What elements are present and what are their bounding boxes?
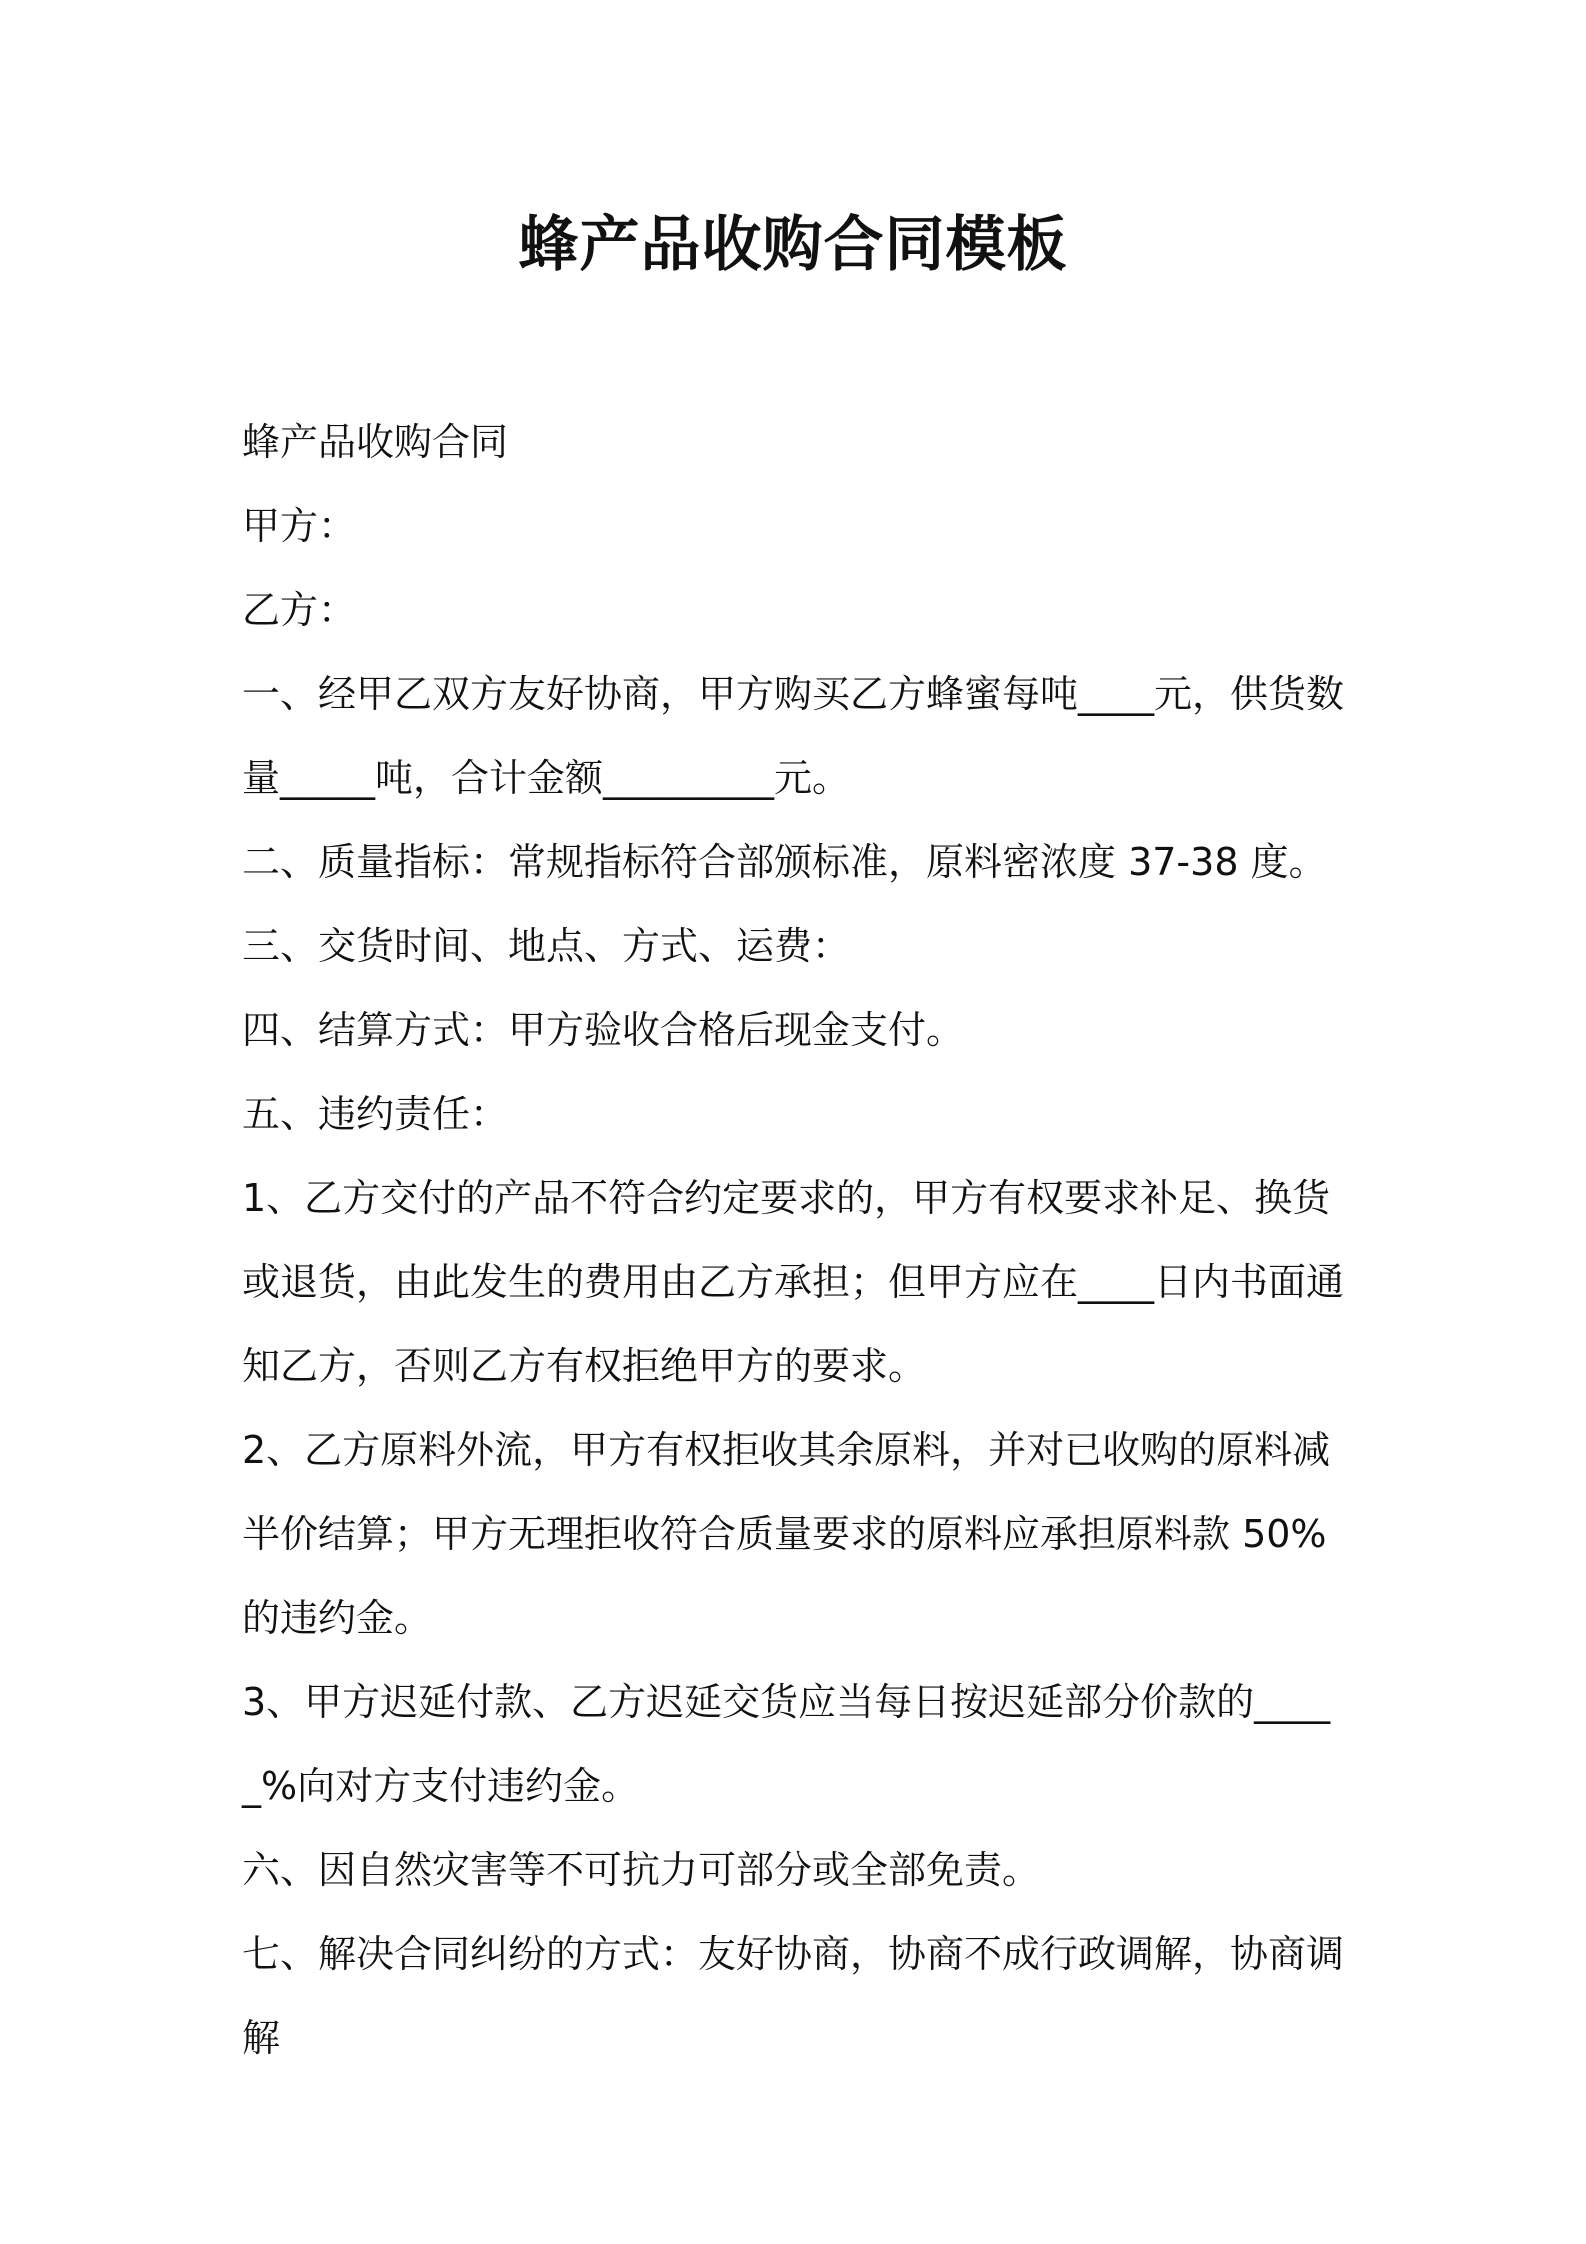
clause-3-delivery: 三、交货时间、地点、方式、运费： bbox=[242, 924, 851, 968]
liability-item-3: 3、甲方迟延付款、乙方迟延交货应当每日按迟延部分价款的_____%向对方支付违约金。 bbox=[242, 1680, 1331, 1808]
document-body bbox=[242, 400, 1352, 2080]
clause-5-liability: 五、违约责任： bbox=[242, 1092, 509, 1136]
contract-heading: 蜂产品收购合同 bbox=[242, 420, 509, 464]
liability-item-2: 2、乙方原料外流，甲方有权拒收其余原料，并对已收购的原料减半价结算；甲方无理拒收符合质量要求的原料应承担原料款 50%的违约金。 bbox=[242, 1428, 1331, 1640]
party-a-line: 甲方： bbox=[242, 504, 357, 548]
clause-1-price: 一、经甲乙双方友好协商，甲方购买乙方蜂蜜每吨____元，供货数量_____吨，合计金额_________元。 bbox=[242, 672, 1345, 800]
clause-6-force-majeure: 六、因自然灾害等不可抗力可部分或全部免责。 bbox=[242, 1848, 1041, 1892]
clause-4-settlement: 四、结算方式：甲方验收合格后现金支付。 bbox=[242, 1008, 965, 1052]
party-b-line: 乙方： bbox=[242, 588, 357, 632]
clause-7-dispute: 七、解决合同纠纷的方式：友好协商，协商不成行政调解，协商调解 bbox=[242, 1932, 1345, 2060]
clause-2-quality: 二、质量指标：常规指标符合部颁标准，原料密浓度 37-38 度。 bbox=[242, 840, 1327, 884]
liability-item-1: 1、乙方交付的产品不符合约定要求的，甲方有权要求补足、换货或退货，由此发生的费用由乙方承担；但甲方应在____日内书面通知乙方，否则乙方有权拒绝甲方的要求。 bbox=[242, 1176, 1345, 1388]
document-title: 蜂产品收购合同模板 bbox=[518, 210, 1068, 280]
